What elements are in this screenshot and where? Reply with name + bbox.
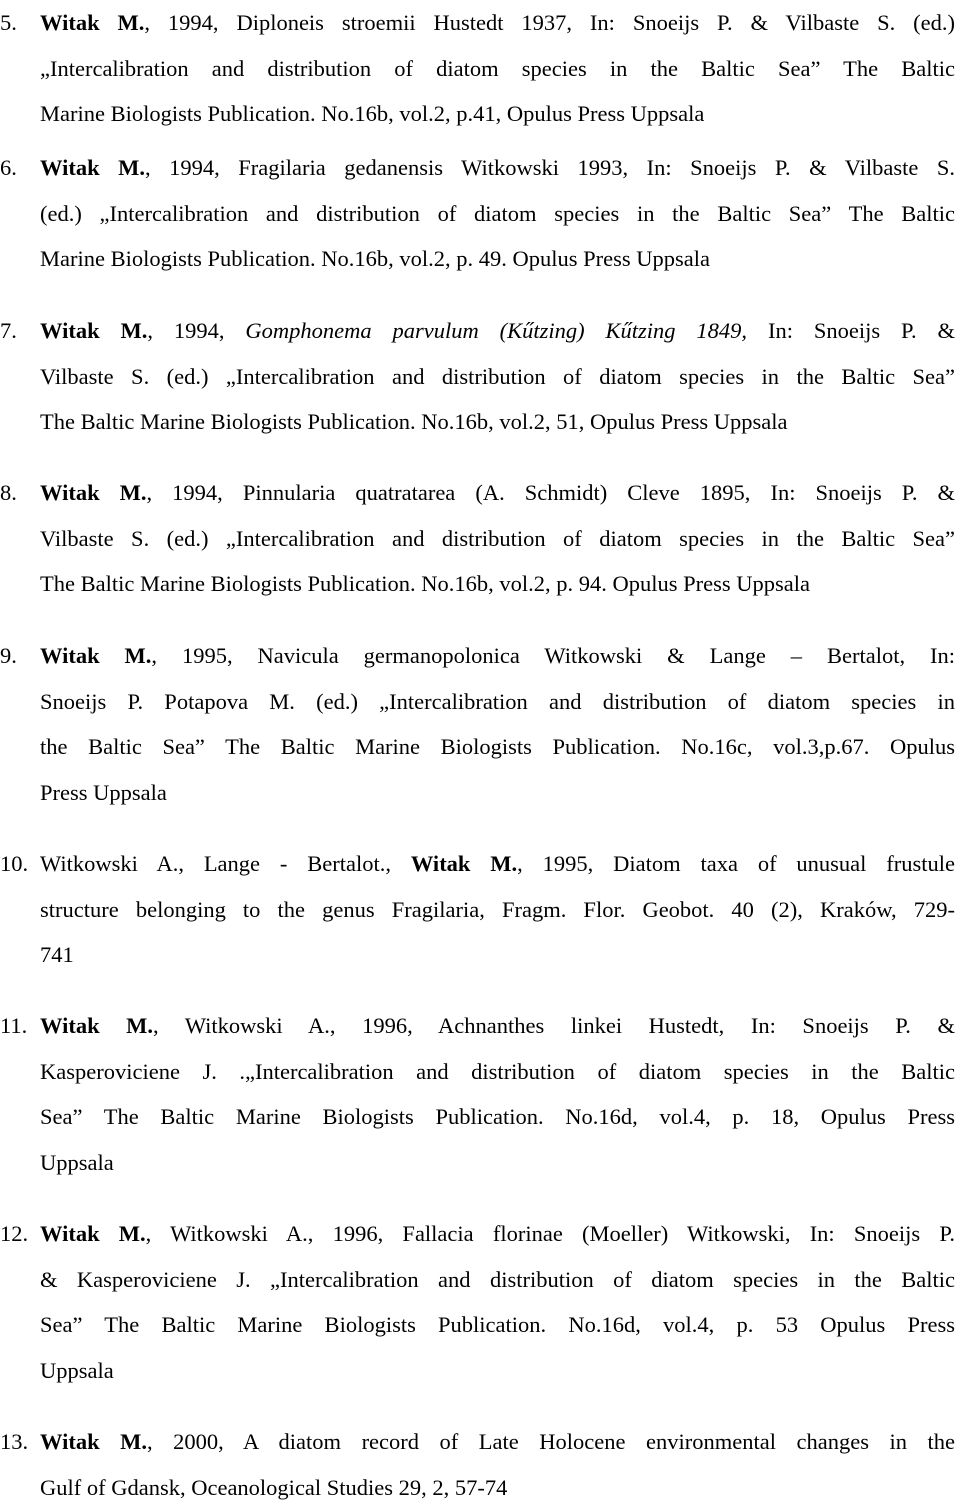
- reference-entry: [0, 1419, 955, 1510]
- reference-line: Uppsala: [40, 1348, 955, 1394]
- reference-line: Vilbaste S. (ed.) „Intercalibration and distribution of diatom species in the Baltic Sea”: [40, 516, 955, 562]
- author-name-bold: Witak M.: [40, 1221, 146, 1246]
- reference-line: Witak M., 1994, Fragilaria gedanensis Witkowski 1993, In: Snoeijs P. & Vilbaste S.: [40, 145, 955, 191]
- author-name-bold: Witak M.: [40, 318, 147, 343]
- reference-number: 9.: [0, 633, 40, 679]
- reference-line: Witak M., 1994, Pinnularia quatratarea (A. Schmidt) Cleve 1895, In: Snoeijs P. &: [40, 470, 955, 516]
- reference-line: & Kasperoviciene J. „Intercalibration and distribution of diatom species in the Baltic: [40, 1257, 955, 1303]
- reference-number: 5.: [0, 0, 40, 46]
- reference-entry: [0, 1003, 955, 1185]
- reference-line: the Baltic Sea” The Baltic Marine Biologists Publication. No.16c, vol.3,p.67. Opulus: [40, 724, 955, 770]
- reference-line: „Intercalibration and distribution of diatom species in the Baltic Sea” The Baltic: [40, 46, 955, 92]
- reference-line: Witkowski A., Lange - Bertalot., Witak M., 1995, Diatom taxa of unusual frustule: [40, 841, 955, 887]
- reference-line: Witak M., Witkowski A., 1996, Fallacia florinae (Moeller) Witkowski, In: Snoeijs P.: [40, 1211, 955, 1257]
- reference-line: Witak M., 2000, A diatom record of Late Holocene environmental changes in the: [40, 1419, 955, 1465]
- reference-number: 12.: [0, 1211, 40, 1257]
- reference-text: [40, 1419, 955, 1510]
- reference-number: 11.: [0, 1003, 40, 1049]
- author-name-bold: Witak M.: [411, 851, 517, 876]
- author-name-bold: Witak M.: [40, 155, 145, 180]
- reference-line: Sea” The Baltic Marine Biologists Publication. No.16d, vol.4, p. 53 Opulus Press: [40, 1302, 955, 1348]
- reference-text: [40, 841, 955, 978]
- author-name-bold: Witak M.: [40, 480, 147, 505]
- reference-line: structure belonging to the genus Fragilaria, Fragm. Flor. Geobot. 40 (2), Kraków, 729-: [40, 887, 955, 933]
- reference-line: The Baltic Marine Biologists Publication. No.16b, vol.2, 51, Opulus Press Uppsala: [40, 399, 955, 445]
- reference-number: 10.: [0, 841, 40, 887]
- reference-number: 7.: [0, 308, 40, 354]
- reference-entry: [0, 308, 955, 445]
- species-name-italic: Gomphonema parvulum (Kűtzing) Kűtzing 1849,: [245, 318, 747, 343]
- reference-text: [40, 1211, 955, 1393]
- reference-line: Vilbaste S. (ed.) „Intercalibration and distribution of diatom species in the Baltic Sea”: [40, 354, 955, 400]
- reference-line: Gulf of Gdansk, Oceanological Studies 29, 2, 57-74: [40, 1465, 955, 1510]
- reference-entry: [0, 0, 955, 137]
- reference-text: [40, 1003, 955, 1185]
- reference-line: The Baltic Marine Biologists Publication. No.16b, vol.2, p. 94. Opulus Press Uppsala: [40, 561, 955, 607]
- reference-number: 8.: [0, 470, 40, 516]
- reference-number: 6.: [0, 145, 40, 191]
- author-name-bold: Witak M.: [40, 10, 144, 35]
- reference-line: Witak M., Witkowski A., 1996, Achnanthes linkei Hustedt, In: Snoeijs P. &: [40, 1003, 955, 1049]
- author-name-bold: Witak M.: [40, 1429, 147, 1454]
- reference-line: Witak M., 1994, Gomphonema parvulum (Kűtzing) Kűtzing 1849, In: Snoeijs P. &: [40, 308, 955, 354]
- reference-entry: [0, 145, 955, 282]
- reference-entry: [0, 470, 955, 607]
- reference-number: 13.: [0, 1419, 40, 1465]
- reference-line: Snoeijs P. Potapova M. (ed.) „Intercalibration and distribution of diatom species in: [40, 679, 955, 725]
- reference-text: [40, 470, 955, 607]
- reference-line: Marine Biologists Publication. No.16b, vol.2, p. 49. Opulus Press Uppsala: [40, 236, 955, 282]
- reference-line: Witak M., 1994, Diploneis stroemii Hustedt 1937, In: Snoeijs P. & Vilbaste S. (ed.): [40, 0, 955, 46]
- reference-text: [40, 308, 955, 445]
- reference-text: [40, 633, 955, 815]
- reference-line: Press Uppsala: [40, 770, 955, 816]
- reference-line: Uppsala: [40, 1140, 955, 1186]
- reference-line: Marine Biologists Publication. No.16b, vol.2, p.41, Opulus Press Uppsala: [40, 91, 955, 137]
- reference-text: [40, 0, 955, 137]
- author-name-bold: Witak M.: [40, 643, 151, 668]
- reference-line: Kasperoviciene J. .„Intercalibration and distribution of diatom species in the Baltic: [40, 1049, 955, 1095]
- reference-line: (ed.) „Intercalibration and distribution of diatom species in the Baltic Sea” The Baltic: [40, 191, 955, 237]
- author-name-bold: Witak M.: [40, 1013, 153, 1038]
- reference-entry: [0, 841, 955, 978]
- reference-line: 741: [40, 932, 955, 978]
- reference-text: [40, 145, 955, 282]
- reference-entry: [0, 1211, 955, 1393]
- reference-line: Sea” The Baltic Marine Biologists Publication. No.16d, vol.4, p. 18, Opulus Press: [40, 1094, 955, 1140]
- reference-entry: [0, 633, 955, 815]
- reference-line: Witak M., 1995, Navicula germanopolonica Witkowski & Lange – Bertalot, In:: [40, 633, 955, 679]
